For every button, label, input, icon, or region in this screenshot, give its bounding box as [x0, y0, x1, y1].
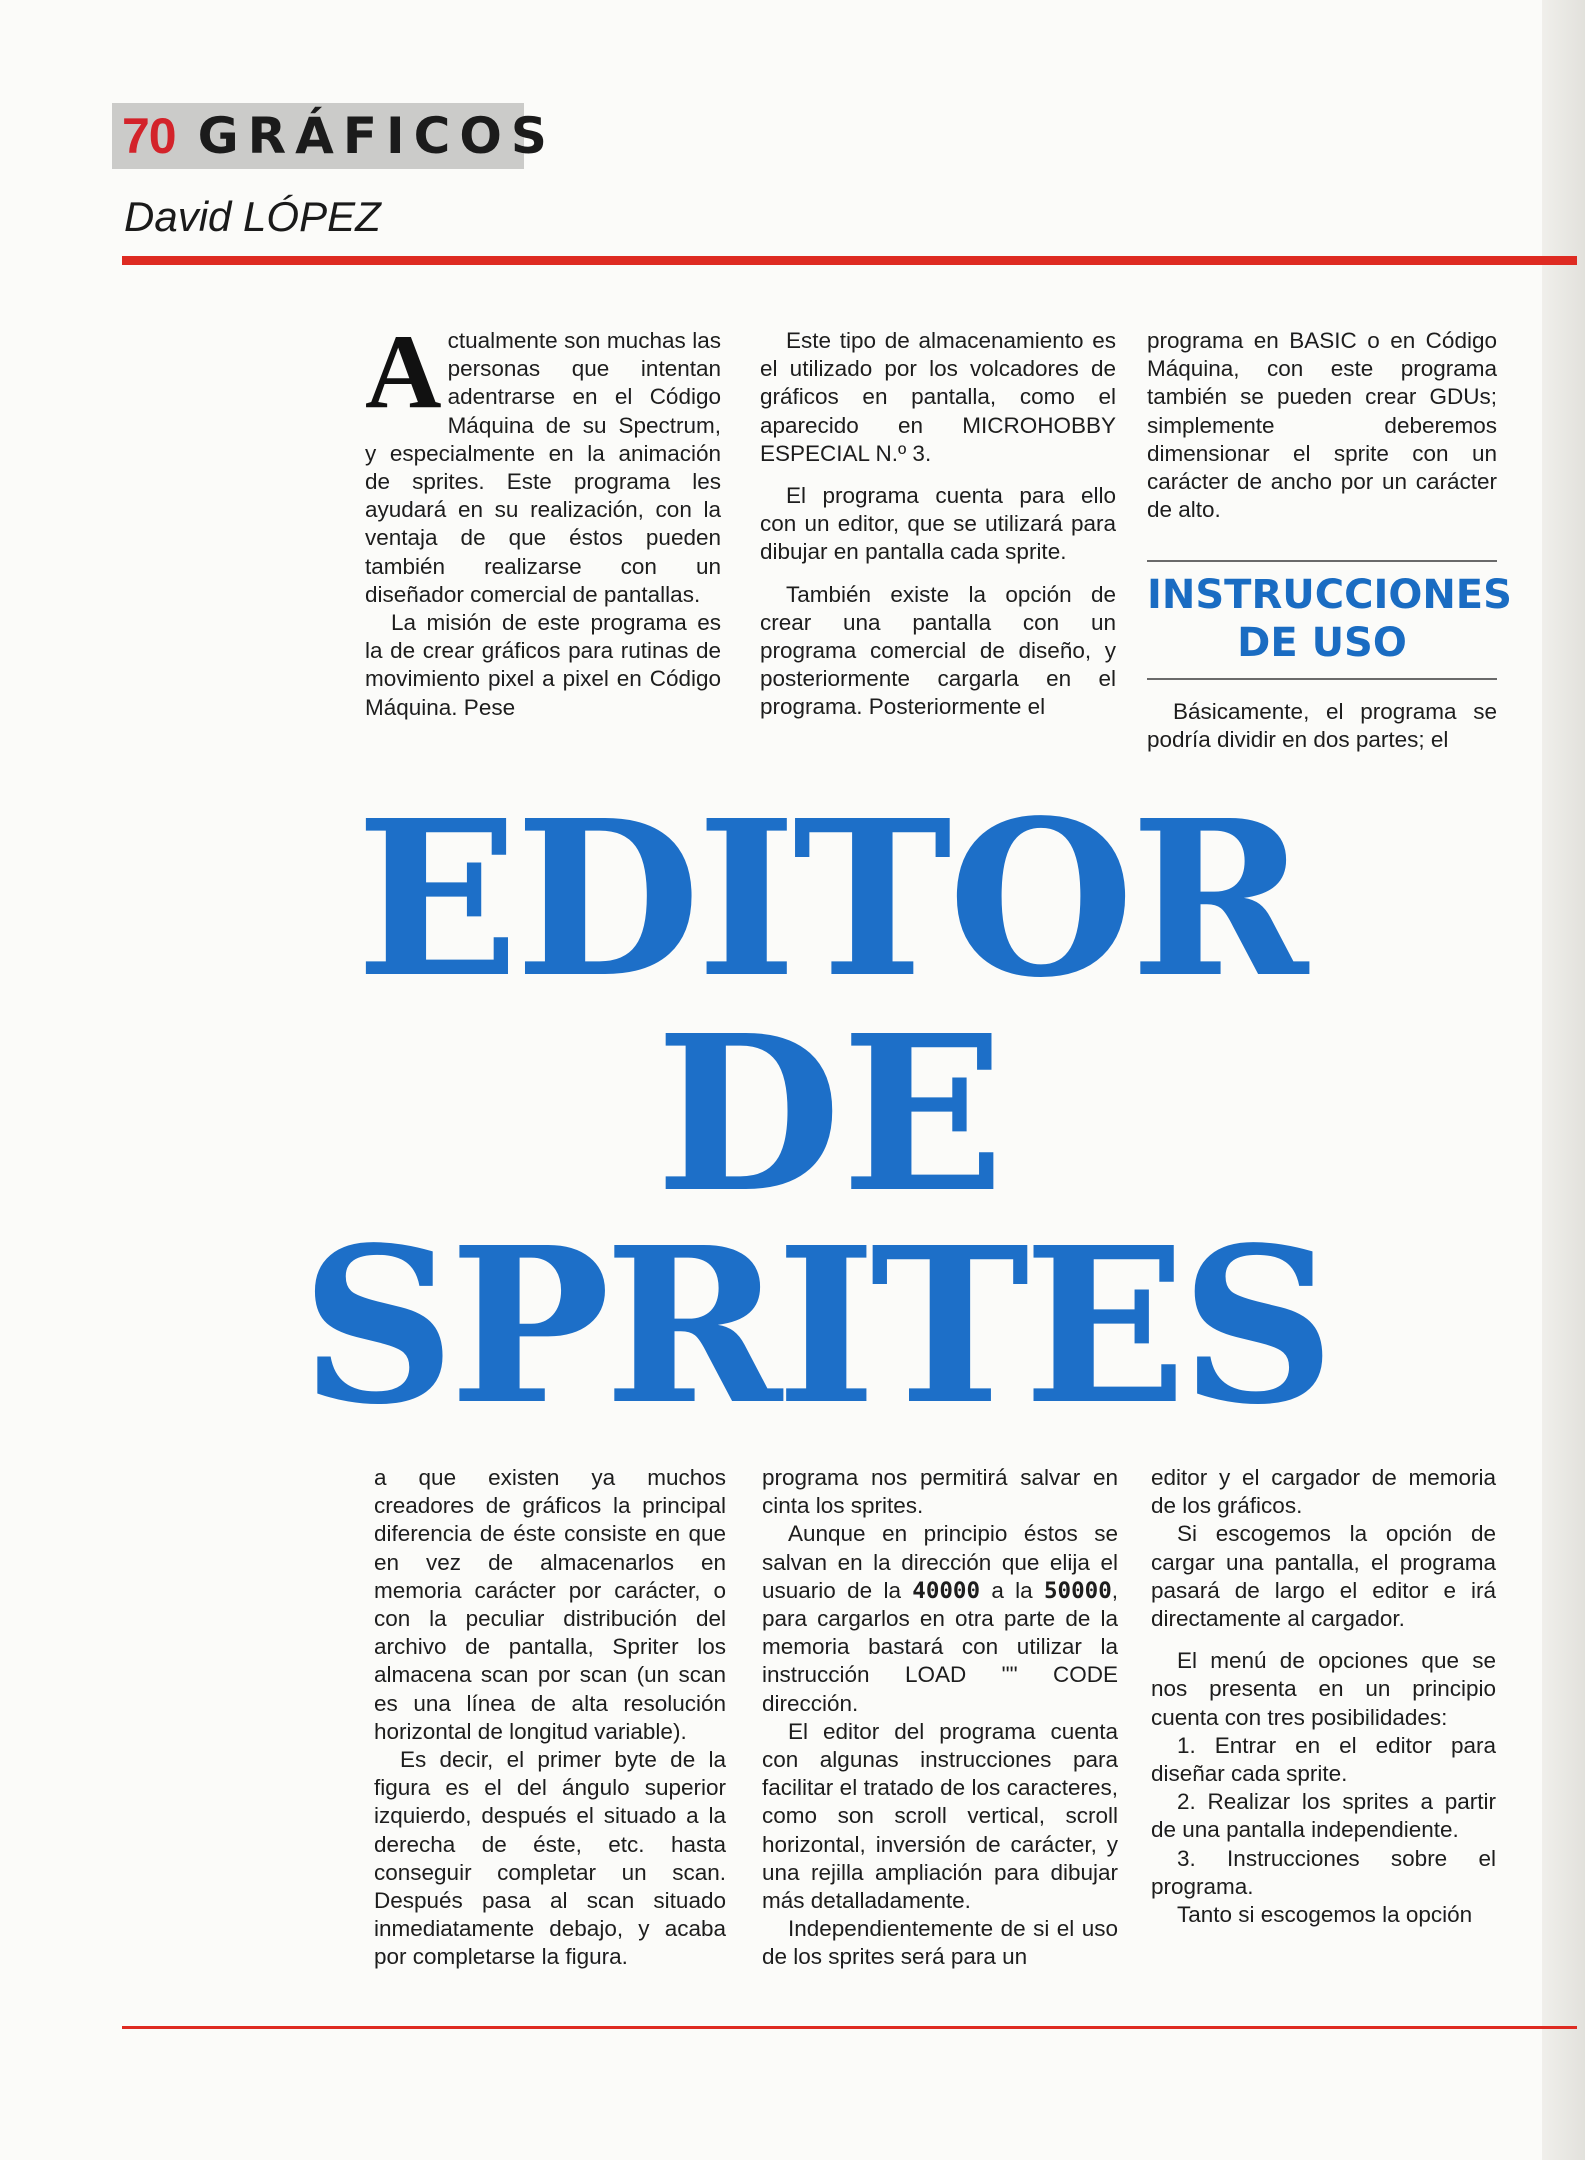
- page-number: 70: [122, 108, 176, 164]
- drop-cap: A: [365, 313, 442, 430]
- paragraph: Básicamente, el programa se podría dividir en dos partes; el: [1147, 699, 1497, 753]
- paragraph: La misión de este programa es la de crear gráficos para rutinas de movimiento pixel a pixel en Código Máquina. Pese: [365, 610, 721, 720]
- article-title-line-2: DE: [655, 989, 1005, 1240]
- article-title-line-3: SPRITES: [300, 1201, 1330, 1452]
- subheading-line-1: INSTRUCCIONES: [1147, 572, 1512, 618]
- list-item: 1. Entrar en el editor para diseñar cada sprite.: [1151, 1732, 1496, 1787]
- paragraph: editor y el cargador de memoria de los gráficos.: [1151, 1465, 1496, 1519]
- paragraph: programa en BASIC o en Código Máquina, con este programa también se pueden crear GDUs; simplemente deberemos dimensionar el sprite con un carácter de ancho por un carácter de alto.: [1147, 328, 1497, 523]
- list-item: 2. Realizar los sprites a partir de una pantalla independiente.: [1151, 1789, 1496, 1843]
- header-rule: [122, 256, 1577, 265]
- section-name: GRÁFICOS: [197, 107, 556, 165]
- body-column-3-continued: [1147, 698, 1497, 754]
- paragraph-text: ctualmente son muchas las personas que intentan adentrarse en el Código Máquina de su Spectrum, y especialmente en la animación de sprites. Este programa les ayudará en su realización, con la ventaja de que éstos pueden también realizarse con un diseñador comercial de pantallas.: [365, 328, 721, 607]
- subheading: [1147, 560, 1512, 680]
- subheading-line-2: DE USO: [1237, 620, 1407, 666]
- paragraph-text: a la: [980, 1577, 1045, 1603]
- body-column-6: [1151, 1464, 1496, 1929]
- body-column-1: [365, 313, 721, 722]
- body-column-3: [1147, 327, 1497, 524]
- paragraph: También existe la opción de crear una pantalla con un programa comercial de diseño, y posteriormente cargarla en el programa. Posteriormente el: [760, 581, 1116, 720]
- address-value: 40000: [912, 1577, 981, 1604]
- paragraph: [762, 1520, 1118, 1717]
- paragraph: El programa cuenta para ello con un editor, que se utilizará para dibujar en pantalla cada sprite.: [760, 483, 1116, 565]
- paragraph: Este tipo de almacenamiento es el utilizado por los volcadores de gráficos en pantalla, como el aparecido en MICROHOBBY ESPECIAL N.º 3.: [760, 328, 1116, 466]
- page-edge-shadow: [1542, 0, 1585, 2160]
- list-item: 3. Instrucciones sobre el programa.: [1151, 1845, 1496, 1899]
- paragraph: El editor del programa cuenta con algunas instrucciones para facilitar el tratado de los caracteres, como son scroll vertical, scroll horizontal, inversión de carácter, y una rejilla ampliación para dibujar más detalladamente.: [762, 1718, 1118, 1914]
- paragraph: a que existen ya muchos creadores de gráficos la principal diferencia de éste consiste en que en vez de almacenarlos en memoria carácter por carácter, o con la peculiar distribución del archivo de pantalla, Spriter los almacena scan por scan (un scan es una línea de alta resolución horizontal de longitud variable).: [374, 1465, 726, 1744]
- address-value: 50000: [1044, 1577, 1112, 1604]
- body-column-4: [374, 1464, 726, 1972]
- footer-rule: [122, 2026, 1577, 2029]
- article-title-line-1: EDITOR: [355, 774, 1305, 1025]
- paragraph: Es decir, el primer byte de la figura es el del ángulo superior izquierdo, después el situado a la derecha de éste, etc. hasta conseguir completar un scan. Después pasa al scan situado inmediatamente debajo, y acaba por completarse la figura.: [374, 1747, 726, 1970]
- paragraph-text: Aunque en principio éstos se salvan en la dirección que elija el usuario de la: [762, 1521, 1118, 1603]
- body-column-5: [762, 1464, 1118, 1972]
- body-column-2: [760, 327, 1116, 722]
- paragraph: programa nos permitirá salvar en cinta los sprites.: [762, 1465, 1118, 1519]
- paragraph: El menú de opciones que se nos presenta en un principio cuenta con tres posibilidades:: [1151, 1648, 1496, 1730]
- paragraph: Tanto si escogemos la opción: [1177, 1902, 1473, 1928]
- paragraph: [365, 313, 721, 609]
- section-tag: [112, 103, 556, 169]
- paragraph-text: , para cargarlos en otra parte de la memoria bastará con utilizar la instrucción LOAD "" CODE dirección.: [762, 1577, 1119, 1716]
- author-name: David LÓPEZ: [124, 193, 381, 240]
- paragraph: Independientemente de si el uso de los sprites será para un: [762, 1916, 1118, 1970]
- paragraph: Si escogemos la opción de cargar una pantalla, el programa pasará de largo el editor e irá directamente al cargador.: [1151, 1521, 1496, 1632]
